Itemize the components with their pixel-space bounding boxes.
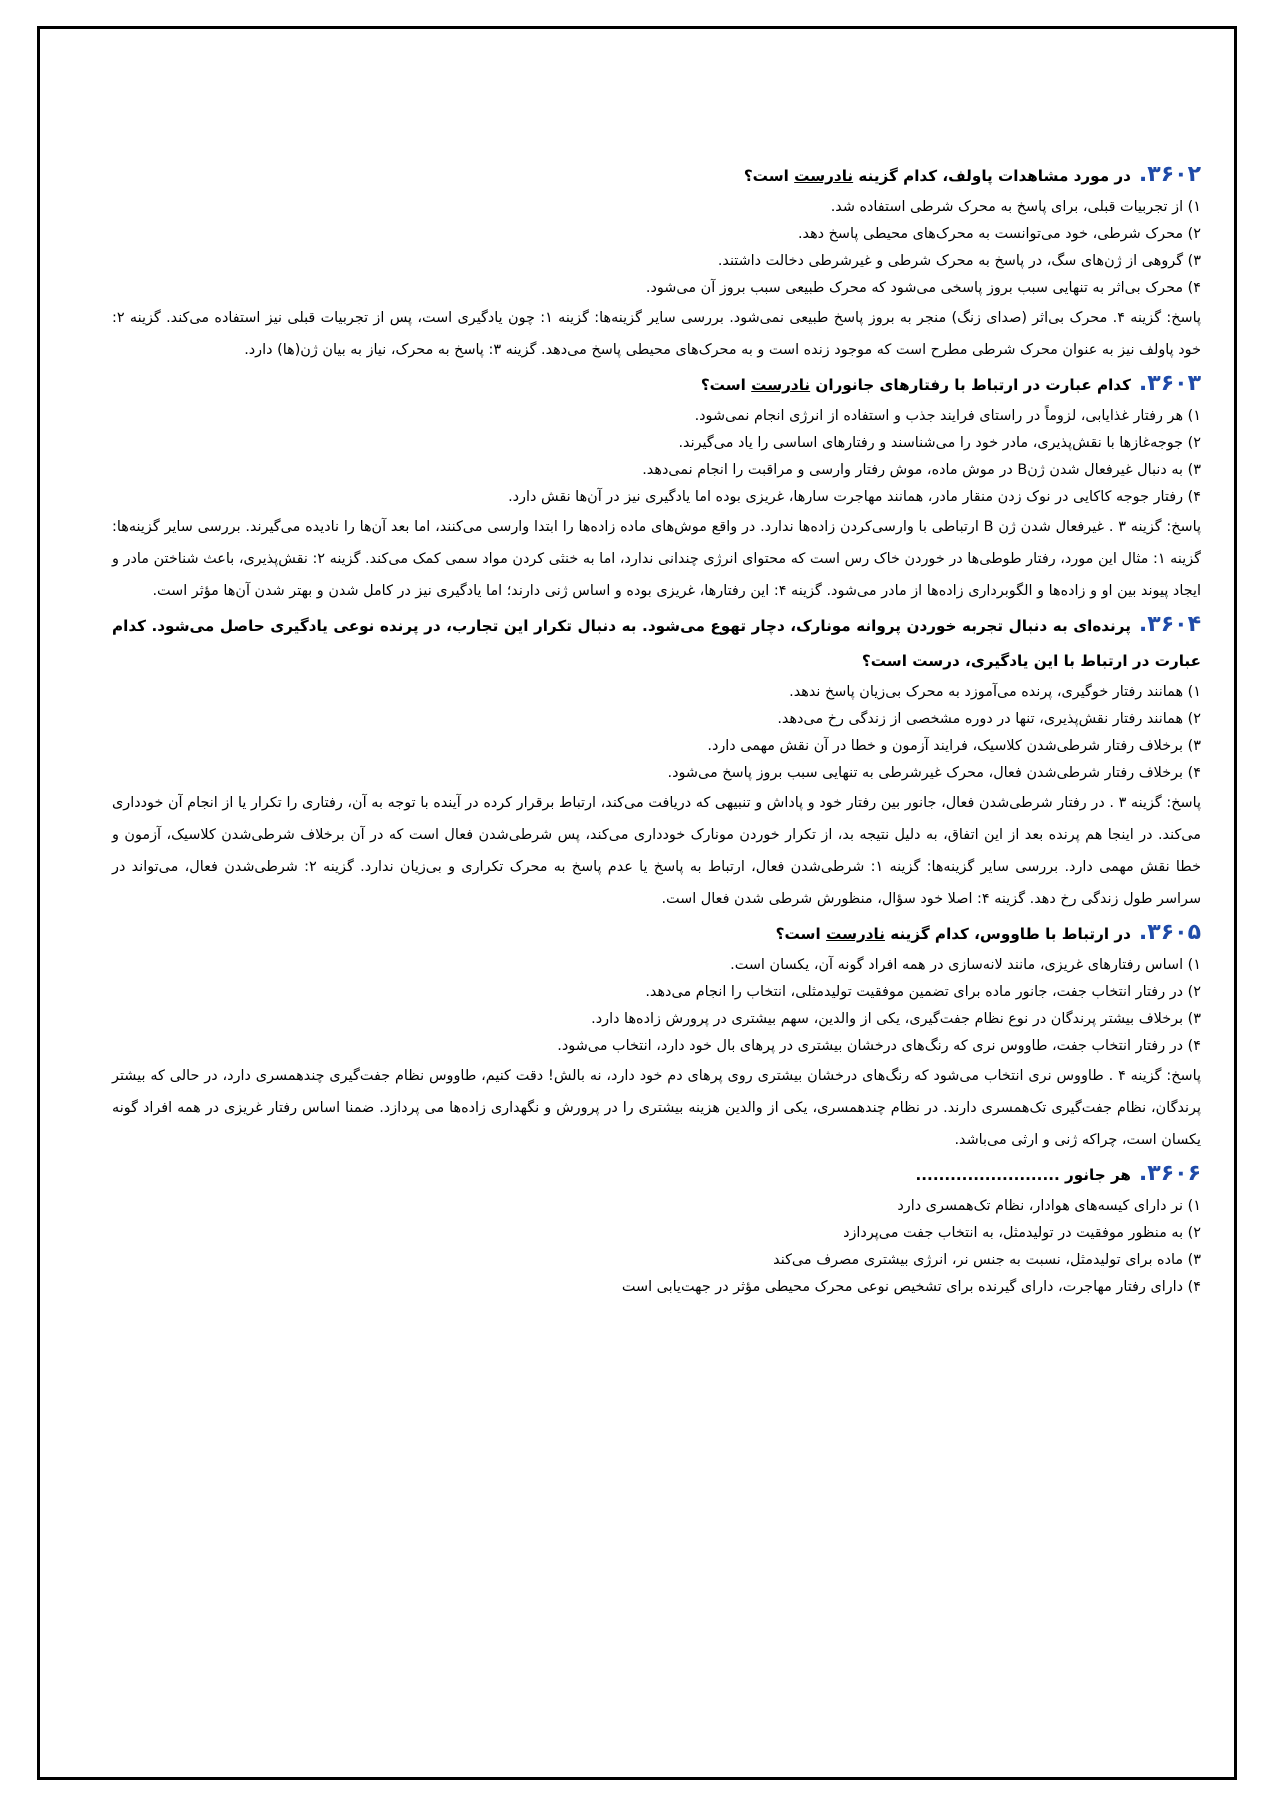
emphasis-word: نادرست [794, 167, 854, 185]
option-2: ۲) جوجه‌غازها با نقش‌پذیری، مادر خود را می‌شناسند و رفتارهای اساسی را یاد می‌گیرند. [678, 435, 1201, 451]
option-2: ۲) محرک شرطی، خود می‌توانست به محرک‌های محیطی پاسخ دهد. [797, 226, 1201, 242]
option-3: ۳) برخلاف بیشتر پرندگان در نوع نظام جفت‌گیری، یکی از والدین، سهم بیشتری در پرورش زاده‌ها دارد. [591, 1011, 1201, 1027]
question-number: ۳۶۰۲. [1138, 162, 1201, 187]
question-stem: ۳۶۰۳.کدام عبارت در ارتباط با رفتارهای جانوران نادرست است؟ [700, 371, 1201, 396]
option-2: ۲) همانند رفتار نقش‌پذیری، تنها در دوره مشخصی از زندگی رخ می‌دهد. [777, 711, 1201, 727]
option-1: ۱) نر دارای کیسه‌های هوادار، نظام تک‌همسری دارد [897, 1198, 1201, 1214]
option-4: ۴) رفتار جوجه کاکایی در نوک زدن منقار مادر، همانند مهاجرت سارها، غریزی بوده اما یادگیری نیز در آن‌ها نقش دارد. [508, 489, 1201, 505]
question-3603 [112, 366, 1201, 607]
question-stem: ۳۶۰۶.هر جانور ......................... [915, 1161, 1201, 1186]
option-4: ۴) در رفتار انتخاب جفت، طاووس نری که رنگ‌های درخشان بیشتری در پرهای بال خود دارد، انتخاب می‌شود. [557, 1038, 1201, 1054]
question-number: ۳۶۰۶. [1138, 1161, 1201, 1186]
question-3602 [112, 157, 1201, 366]
question-3605 [112, 915, 1201, 1156]
question-number: ۳۶۰۵. [1138, 920, 1201, 945]
option-1: ۱) هر رفتار غذایابی، لزوماً در راستای فرایند جذب و استفاده از انرژی انجام نمی‌شود. [694, 408, 1201, 424]
option-1: ۱) همانند رفتار خوگیری، پرنده می‌آموزد به محرک بی‌زیان پاسخ ندهد. [789, 684, 1201, 700]
question-3606 [112, 1156, 1201, 1301]
option-3: ۳) گروهی از ژن‌های سگ، در پاسخ به محرک شرطی و غیرشرطی دخالت داشتند. [717, 253, 1201, 269]
answer-explanation: پاسخ: گزینه ۴ . طاووس نری انتخاب می‌شود که رنگ‌های درخشان بیشتری روی پرهای دم خود دارد، نه بالش! دقت کنیم، طاووس نظام جفت‌گیری چندهمسری دارد، در حالی که بیشتر پرندگان، نظام جفت‌گیری تک‌همسری دارند. در نظام چندهمسری، یکی از والدین هزینه بیشتری را در پرورش و نگهداری زاده‌ها می پردازد. ضمنا اساس رفتار غریزی در همه افراد گونه یکسان است، چراکه ژنی و ارثی می‌باشد. [112, 1068, 1201, 1148]
emphasis-word: نادرست [751, 376, 811, 394]
document-content [112, 157, 1201, 1301]
question-number: ۳۶۰۴. [1138, 612, 1201, 637]
answer-explanation: پاسخ: گزینه ۳ . در رفتار شرطی‌شدن فعال، جانور بین رفتار خود و پاداش و تنبیهی که دریافت می‌کند، ارتباط برقرار کرده در آینده با توجه به آن، رفتاری را تکرار یا از انجام آن خودداری می‌کند. در اینجا هم پرنده بعد از این اتفاق، به دلیل نتیجه بد، از تکرار خوردن مونارک خودداری می‌کند، پس شرطی‌شدن فعال است که در آن برخلاف شرطی‌شدن کلاسیک، آزمون و خطا نقش مهمی دارد. بررسی سایر گزینه‌ها: گزینه ۱: شرطی‌شدن فعال، ارتباط به پاسخ یا عدم پاسخ به محرک تکراری و بی‌زیان ندارد. گزینه ۲: شرطی‌شدن فعال، می‌تواند در سراسر طول زندگی رخ دهد. گزینه ۴: اصلا خود سؤال، منظورش شرطی شدن فعال است. [112, 795, 1202, 907]
question-stem: ۳۶۰۲.در مورد مشاهدات پاولف، کدام گزینه نادرست است؟ [743, 162, 1201, 187]
option-3: ۳) به دنبال غیرفعال شدن ژنB در موش ماده، موش رفتار وارسی و مراقبت را انجام نمی‌دهد. [642, 462, 1201, 478]
option-1: ۱) اساس رفتارهای غریزی، مانند لانه‌سازی در همه افراد گونه آن، یکسان است. [730, 957, 1201, 973]
option-4: ۴) دارای رفتار مهاجرت، دارای گیرنده برای تشخیص نوعی محرک محیطی مؤثر در جهت‌یابی است [621, 1279, 1201, 1295]
question-3604 [112, 607, 1201, 915]
answer-explanation: پاسخ: گزینه ۴. محرک بی‌اثر (صدای زنگ) منجر به بروز پاسخ طبیعی نمی‌شود. بررسی سایر گزینه‌ها: گزینه ۱: چون یادگیری است، پس از تجربیات قبلی نیز استفاده می‌کند. گزینه ۲: خود پاولف نیز به عنوان محرک شرطی مطرح است که موجود زنده است و به محرک‌های محیطی پاسخ می‌دهد. گزینه ۳: پاسخ به محرک، نیاز به بیان ژن(ها) دارد. [112, 310, 1201, 358]
option-4: ۴) محرک بی‌اثر به تنهایی سبب بروز پاسخی می‌شود که محرک طبیعی سبب بروز آن می‌شود. [645, 280, 1201, 296]
option-1: ۱) از تجربیات قبلی، برای پاسخ به محرک شرطی استفاده شد. [830, 199, 1201, 215]
answer-explanation: پاسخ: گزینه ۳ . غیرفعال شدن ژن B ارتباطی با وارسی‌کردن زاده‌ها ندارد. در واقع موش‌های ماده زاده‌ها را ابتدا وارسی می‌کنند، اما بعد آن‌ها را نادیده می‌گیرند. بررسی سایر گزینه‌ها: گزینه ۱: مثال این مورد، رفتار طوطی‌ها در خوردن خاک رس است که محتوای انرژی چندانی ندارد، اما به خنثی کردن مواد سمی کمک می‌کند. گزینه ۲: نقش‌پذیری، باعث شناختن مادر و ایجاد پیوند بین او و زاده‌ها و الگوبرداری زاده‌ها از مادر می‌شود. گزینه ۴: این رفتارها، غریزی بوده و اساس ژنی دارند؛ اما یادگیری نیز در کامل شدن و بهتر شدن آن‌ها مؤثر است. [112, 519, 1201, 599]
question-stem: ۳۶۰۴.پرنده‌ای به دنبال تجربه خوردن پروانه مونارک، دچار تهوع می‌شود. به دنبال تکرار این تجارب، در پرنده نوعی یادگیری حاصل می‌شود. کدام عبارت در ارتباط با این یادگیری، درست است؟ [112, 612, 1201, 670]
option-3: ۳) ماده برای تولیدمثل، نسبت به جنس نر، انرژی بیشتری مصرف می‌کند [773, 1252, 1201, 1268]
option-2: ۲) در رفتار انتخاب جفت، جانور ماده برای تضمین موفقیت تولیدمثلی، انتخاب را انجام می‌دهد. [645, 984, 1201, 1000]
option-4: ۴) برخلاف رفتار شرطی‌شدن فعال، محرک غیرشرطی به تنهایی سبب بروز پاسخ می‌شود. [667, 765, 1201, 781]
option-2: ۲) به منظور موفقیت در تولیدمثل، به انتخاب جفت می‌پردازد [843, 1225, 1201, 1241]
emphasis-word: نادرست [826, 925, 885, 943]
question-stem: ۳۶۰۵.در ارتباط با طاووس، کدام گزینه نادرست است؟ [775, 920, 1201, 945]
question-number: ۳۶۰۳. [1138, 371, 1201, 396]
option-3: ۳) برخلاف رفتار شرطی‌شدن کلاسیک، فرایند آزمون و خطا در آن نقش مهمی دارد. [707, 738, 1201, 754]
